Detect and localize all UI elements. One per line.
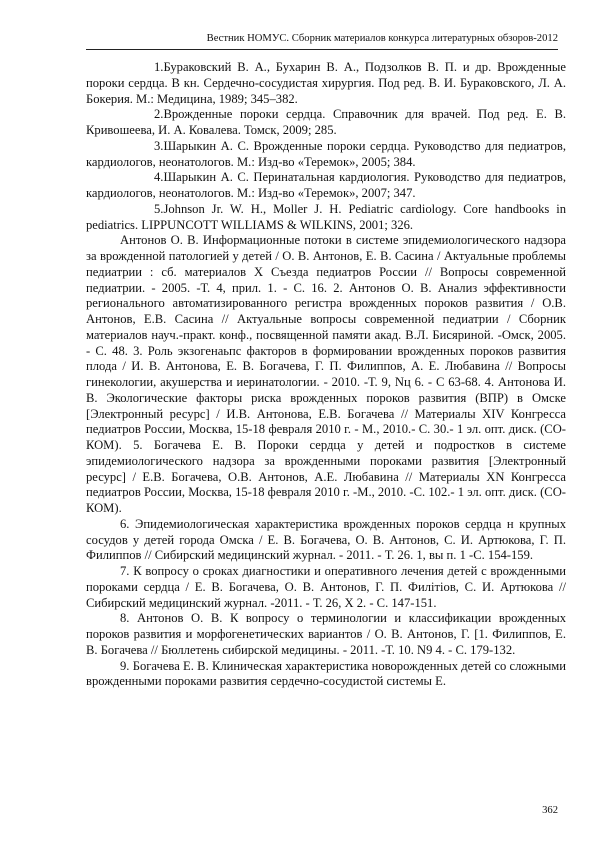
page-number: 362 (542, 805, 558, 816)
header-rule (86, 49, 558, 50)
reference-number: 4. (154, 170, 164, 185)
reference-block (86, 517, 566, 564)
reference-text: Бураковский В. А., Бухарин В. А., Подзолков В. П. и др. Врожденные пороки сердца. В кн. Сердечно-сосудистая хирургия. Под ред. В. И. Бураковского, Л. А. Бокерия. М.: Медицина, 1989; 345–382. (86, 60, 566, 106)
reference-number: 1. (154, 60, 164, 74)
reference-number: 2. (154, 107, 164, 122)
running-header: Вестник НОМУС. Сборник материалов конкурса литературных обзоров-2012 (206, 33, 558, 44)
reference-text: 6. Эпидемиологическая характеристика врожденных пороков сердца н крупных сосудов у детей города Омска / Е. В. Богачева, О. В. Антонов, С. И. Артюкова, Г. П. Филиппов // Сибирский медицинский журнал. - 2011. - Т. 26. 1, вы п. 1 -С. 154-159. (86, 516, 566, 563)
reference-text: 8. Антонов О. В. К вопросу о терминологии и классификации врожденных пороков развития и морфогенетических вариантов / О. В. Антонов, Г. [1. Филиппов, Е. В. Богачева // Бюллетень сибирской медицины. - 2011. -Т. 10. N9 4. - С. 179-132. (86, 611, 566, 657)
reference-item (86, 107, 566, 139)
reference-item (86, 139, 566, 171)
reference-block (86, 611, 566, 658)
reference-block (86, 233, 566, 517)
reference-block (86, 564, 566, 611)
reference-text: Врожденные пороки сердца. Справочник для врачей. Под ред. Е. В. Кривошеева, И. А. Ковалева. Томск, 2009; 285. (86, 107, 566, 137)
reference-text: Шарыкин А. С. Врожденные пороки сердца. Руководство для педиатров, кардиологов, неонатологов. М.: Изд-во «Теремок», 2005; 384. (86, 138, 566, 169)
reference-number: 3. (154, 138, 164, 153)
reference-text: Johnson Jr. W. H., Moller J. H. Pediatric cardiology. Core handbooks in pediatrics. LIPPUNCOTT WILLIAMS & WILKINS, 2001; 326. (86, 201, 566, 232)
reference-text: Шарыкин А. С. Перинатальная кардиология. Руководство для педиатров, кардиологов, неонатологов. М.: Изд-во «Теремок», 2007; 347. (86, 170, 566, 200)
reference-text: 7. К вопросу о сроках диагностики и оперативного лечения детей с врожденными пороками сердца / Е. В. Богачева, О. В. Антонов, Г. П. Филітіов, С. И. Артюкова // Сибирский медицинский журнал. -2011. - Т. 26, Х 2. - С. 147-151. (86, 564, 566, 610)
reference-block (86, 659, 566, 691)
reference-item (86, 60, 566, 107)
reference-list (86, 60, 566, 690)
reference-item (86, 202, 566, 234)
reference-text: Антонов О. В. Информационные потоки в системе эпидемиологического надзора за врожденной патологией у детей / О. В. Антонов, Е. В. Сасина / Актуальные проблемы педиатрии : сб. материалов X Съезда педиатров России // Вопросы современной педиатрии. - 2005. -Т. 4, прил. 1. - С. 16. 2. Антонов О. В. Анализ эффективности регионального автоматизированного регистра врожденных пороков развития / О.В. Антонов, Е.В. Сасина // Актуальные вопросы современной педиатрии / Сборник материалов науч.-практ. конф., посвященной памяти акад. В.Л. Бисяриной. -Омск, 2005. - С. 48. 3. Роль экзогенаьпс факторов в формировании врожденных пороков развития плода / И. В. Антонова, Е. В. Богачева, Г. П. Филиппов, А. Е. Любавина // Вопросы гинекологии, акушерства и иеринатологии. - 2010. -Т. 9, Nц 6. - С 63-68. 4. Антонова И. В. Экологические факторы риска врожденных пороков развития (ВПР) в Омске [Электронный ресурс] / И.В. Антонова, Е.В. Богачева // Материалы XIV Конгресса педиатров России, Москва, 15-18 февраля 2010 г. - М., 2010.- С. 30.- 1 эл. опт. диск. (СО-КОМ). 5. Богачева Е. В. Пороки сердца у детей и подростков в системе эпидемиологического надзора за врожденными пороками развития [Электронный ресурс] / Е.В. Богачева, О.В. Антонов, А.Е. Любавина // Материалы XN Конгресса педиатров России, Москва, 15-18 февраля 2010 г. -М., 2010. -С. 102.- 1 эл. опт. диск. (СО-КОМ). (86, 233, 566, 515)
reference-text: 9. Богачева Е. В. Клиническая характеристика новорожденных детей со сложными врожденными пороками развития сердечно-сосудистой системы Е. (86, 658, 566, 689)
reference-item (86, 170, 566, 202)
reference-number: 5. (154, 201, 164, 216)
